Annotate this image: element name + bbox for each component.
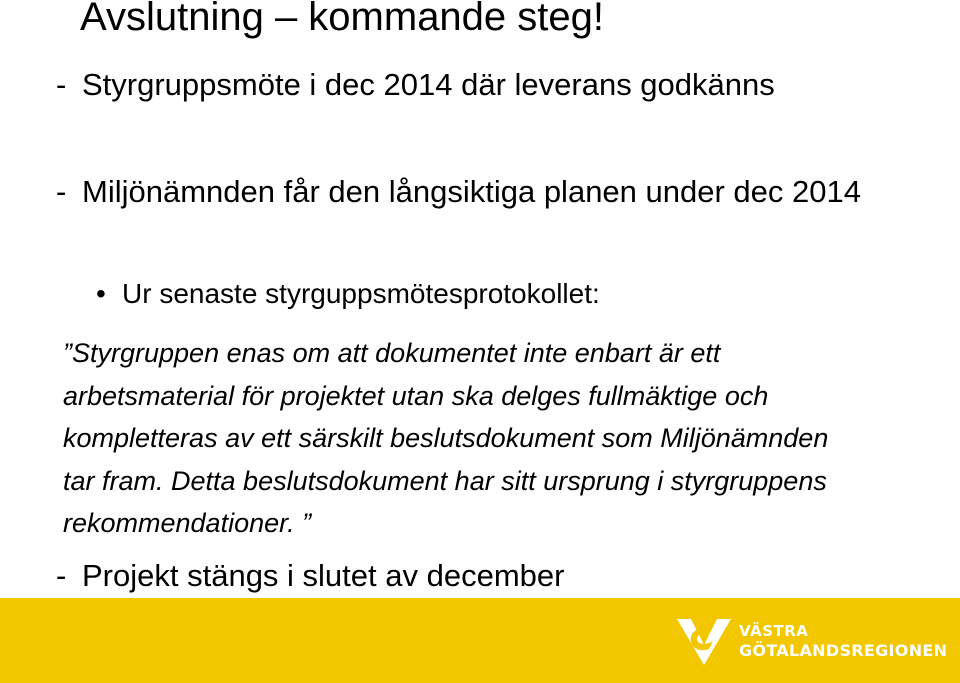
sub-list-item-text: Ur senaste styrguppsmötesprotokollet:	[122, 278, 600, 309]
sub-list-item-protokoll	[96, 272, 600, 316]
protocol-quote: ”Styrgruppen enas om att dokumentet inte enbart är ett arbetsmaterial för projektet utan ska delges fullmäktige och kompletteras av ett särskilt beslutsdokument som Miljönämnden tar fram. Detta beslutsdokument har sitt ursprung i styrgruppens rekommendationer. ”	[63, 338, 829, 539]
list-item-styrgruppsmote	[56, 59, 876, 111]
logo-wordmark	[739, 621, 947, 661]
dash-marker: -	[56, 67, 67, 102]
list-item-text: Projekt stängs i slutet av december	[82, 558, 565, 593]
list-item-miljonamnden	[56, 166, 876, 218]
bullet-marker: •	[96, 278, 106, 309]
vastra-gotalandsregionen-logo-icon	[675, 615, 733, 667]
logo-line-2: GÖTALANDSREGIONEN	[739, 641, 948, 660]
dash-marker: -	[56, 174, 67, 209]
list-item-projekt-stangs	[56, 550, 876, 602]
list-item-text: Miljönämnden får den långsiktiga planen under dec 2014	[82, 174, 861, 209]
slide-title: Avslutning – kommande steg!	[80, 0, 605, 39]
list-item-text: Styrgruppsmöte i dec 2014 där leverans godkänns	[82, 67, 775, 102]
logo-line-1: VÄSTRA	[739, 622, 809, 640]
dash-marker: -	[56, 558, 67, 593]
vastra-gotalandsregionen-logo	[675, 612, 947, 670]
